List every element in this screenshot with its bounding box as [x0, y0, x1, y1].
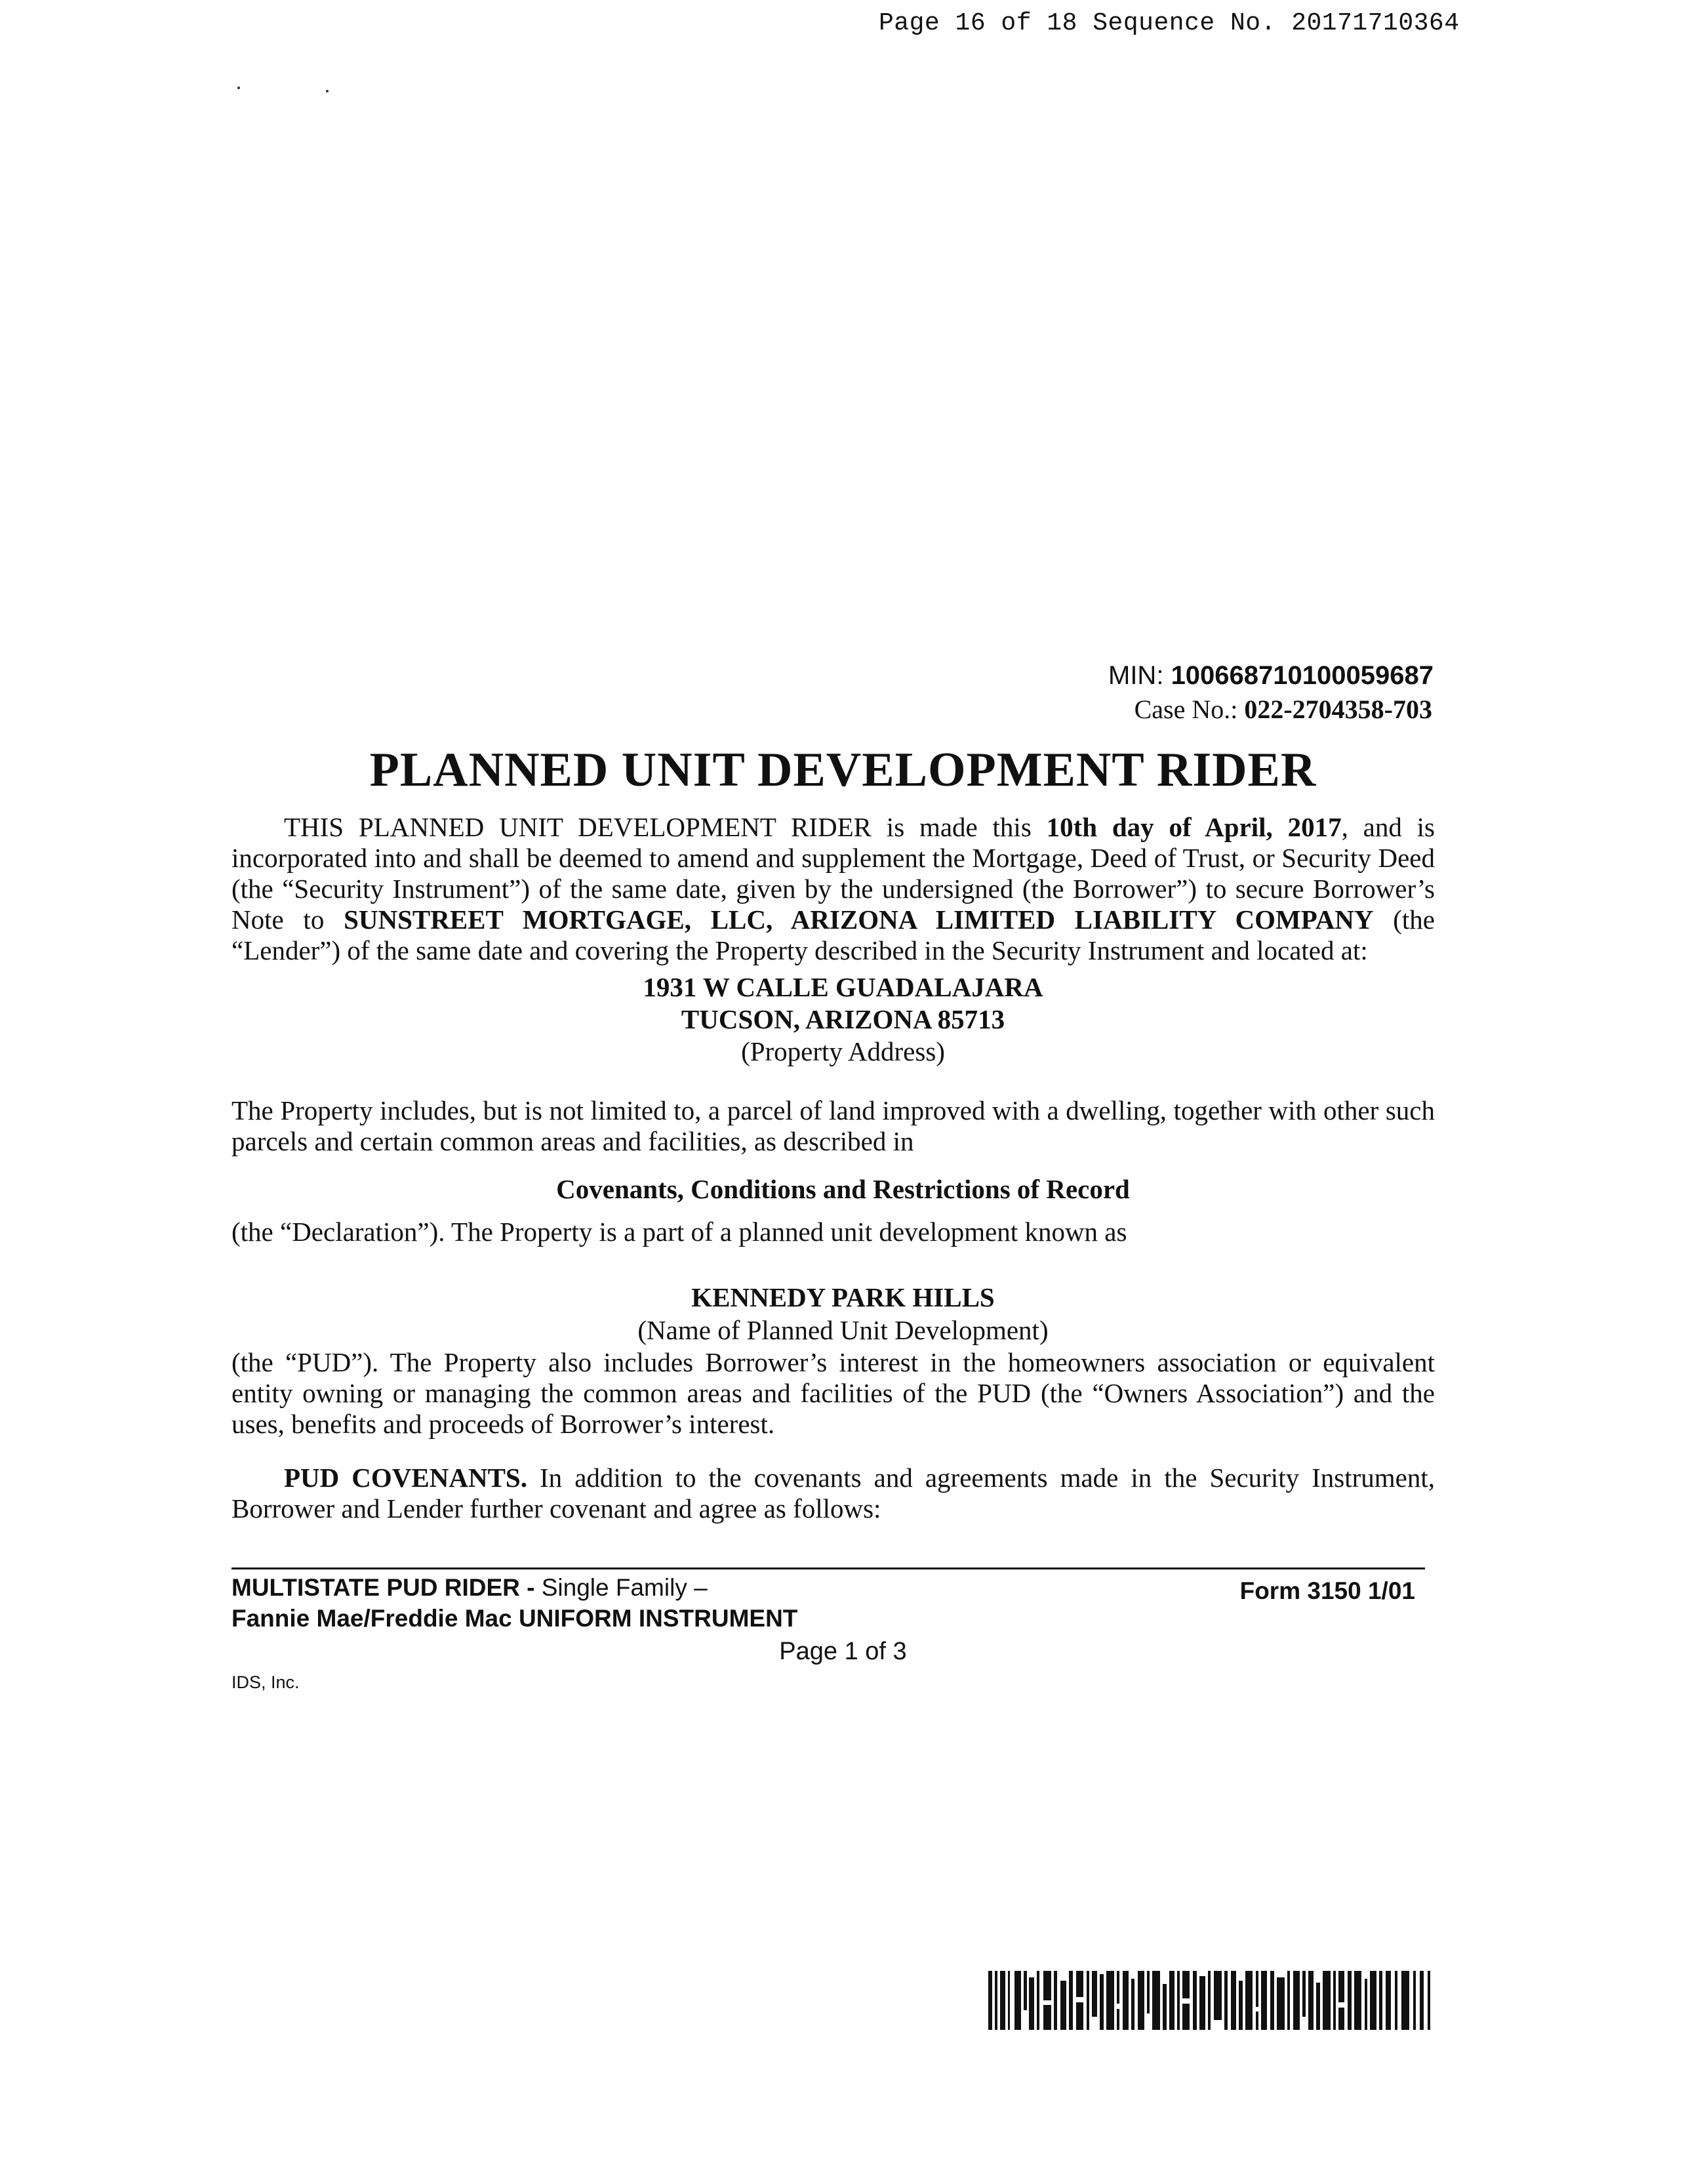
- form-title: [231, 1574, 708, 1602]
- lender-name: SUNSTREET MORTGAGE, LLC, ARIZONA LIMITED LIABILITY COMPANY: [344, 904, 1374, 935]
- min-label: MIN:: [1108, 661, 1164, 690]
- barcode-image: [988, 1971, 1434, 2030]
- pud-paragraph: (the “PUD”). The Property also includes Borrower’s interest in the homeowners association or equivalent entity owning or managing the common areas and facilities of the PUD (the “Owners Association”) and the uses, benefits and proceeds of Borrower’s interest.: [231, 1347, 1435, 1439]
- property-address-line1: 1931 W CALLE GUADALAJARA: [643, 972, 1043, 1002]
- case-label: Case No.:: [1134, 695, 1238, 724]
- vendor-name: IDS, Inc.: [231, 1672, 300, 1692]
- intro-text-3: (the “Lender”) of the same date and covering the Property described in the Security Instrument and located at:: [231, 904, 1435, 965]
- form-title-bold: MULTISTATE PUD RIDER -: [231, 1574, 542, 1601]
- form-number: Form 3150 1/01: [1239, 1577, 1415, 1604]
- page-number: Page 1 of 3: [779, 1638, 907, 1665]
- document-title: PLANNED UNIT DEVELOPMENT RIDER: [369, 743, 1317, 797]
- declaration-paragraph: (the “Declaration”). The Property is a part of a planned unit development known as: [231, 1217, 1127, 1247]
- covenants-paragraph: [231, 1463, 1435, 1524]
- min-value: 100668710100059687: [1171, 661, 1434, 690]
- declaration-title: Covenants, Conditions and Restrictions of Record: [556, 1174, 1130, 1204]
- covenants-heading: PUD COVENANTS.: [284, 1463, 527, 1493]
- covenants-text: In addition to the covenants and agreements made in the Security Instrument, Borrower and Lender further covenant and agree as follows:: [231, 1463, 1435, 1524]
- case-value: 022-2704358-703: [1244, 695, 1432, 724]
- intro-text-2: , and is incorporated into and shall be deemed to amend and supplement the Mortgage, Deed of Trust, or Security Deed (the “Security Instrument”) of the same date, given by the undersigned (the Borrower”) to secure Borrower’s Note to: [231, 812, 1435, 935]
- rider-date: 10th day of April, 2017: [1046, 812, 1342, 842]
- form-title-rest: Single Family –: [541, 1574, 708, 1601]
- form-instrument: Fannie Mae/Freddie Mac UNIFORM INSTRUMENT: [231, 1605, 798, 1632]
- case-number: [1134, 694, 1432, 725]
- min-number: [1108, 661, 1434, 691]
- scan-speck: [326, 90, 329, 92]
- intro-text-1: THIS PLANNED UNIT DEVELOPMENT RIDER is made this: [284, 812, 1047, 842]
- property-paragraph: The Property includes, but is not limited to, a parcel of land improved with a dwelling, together with other such parcels and certain common areas and facilities, as described in: [231, 1095, 1435, 1156]
- property-address-line2: TUCSON, ARIZONA 85713: [681, 1004, 1005, 1034]
- page-sequence-header: Page 16 of 18 Sequence No. 20171710364: [879, 9, 1460, 37]
- scan-speck: [237, 87, 240, 89]
- intro-paragraph: [231, 812, 1435, 966]
- pud-name-caption: (Name of Planned Unit Development): [637, 1315, 1049, 1345]
- pud-name: KENNEDY PARK HILLS: [691, 1282, 995, 1312]
- property-address-caption: (Property Address): [741, 1036, 945, 1066]
- footer-divider: [231, 1567, 1425, 1569]
